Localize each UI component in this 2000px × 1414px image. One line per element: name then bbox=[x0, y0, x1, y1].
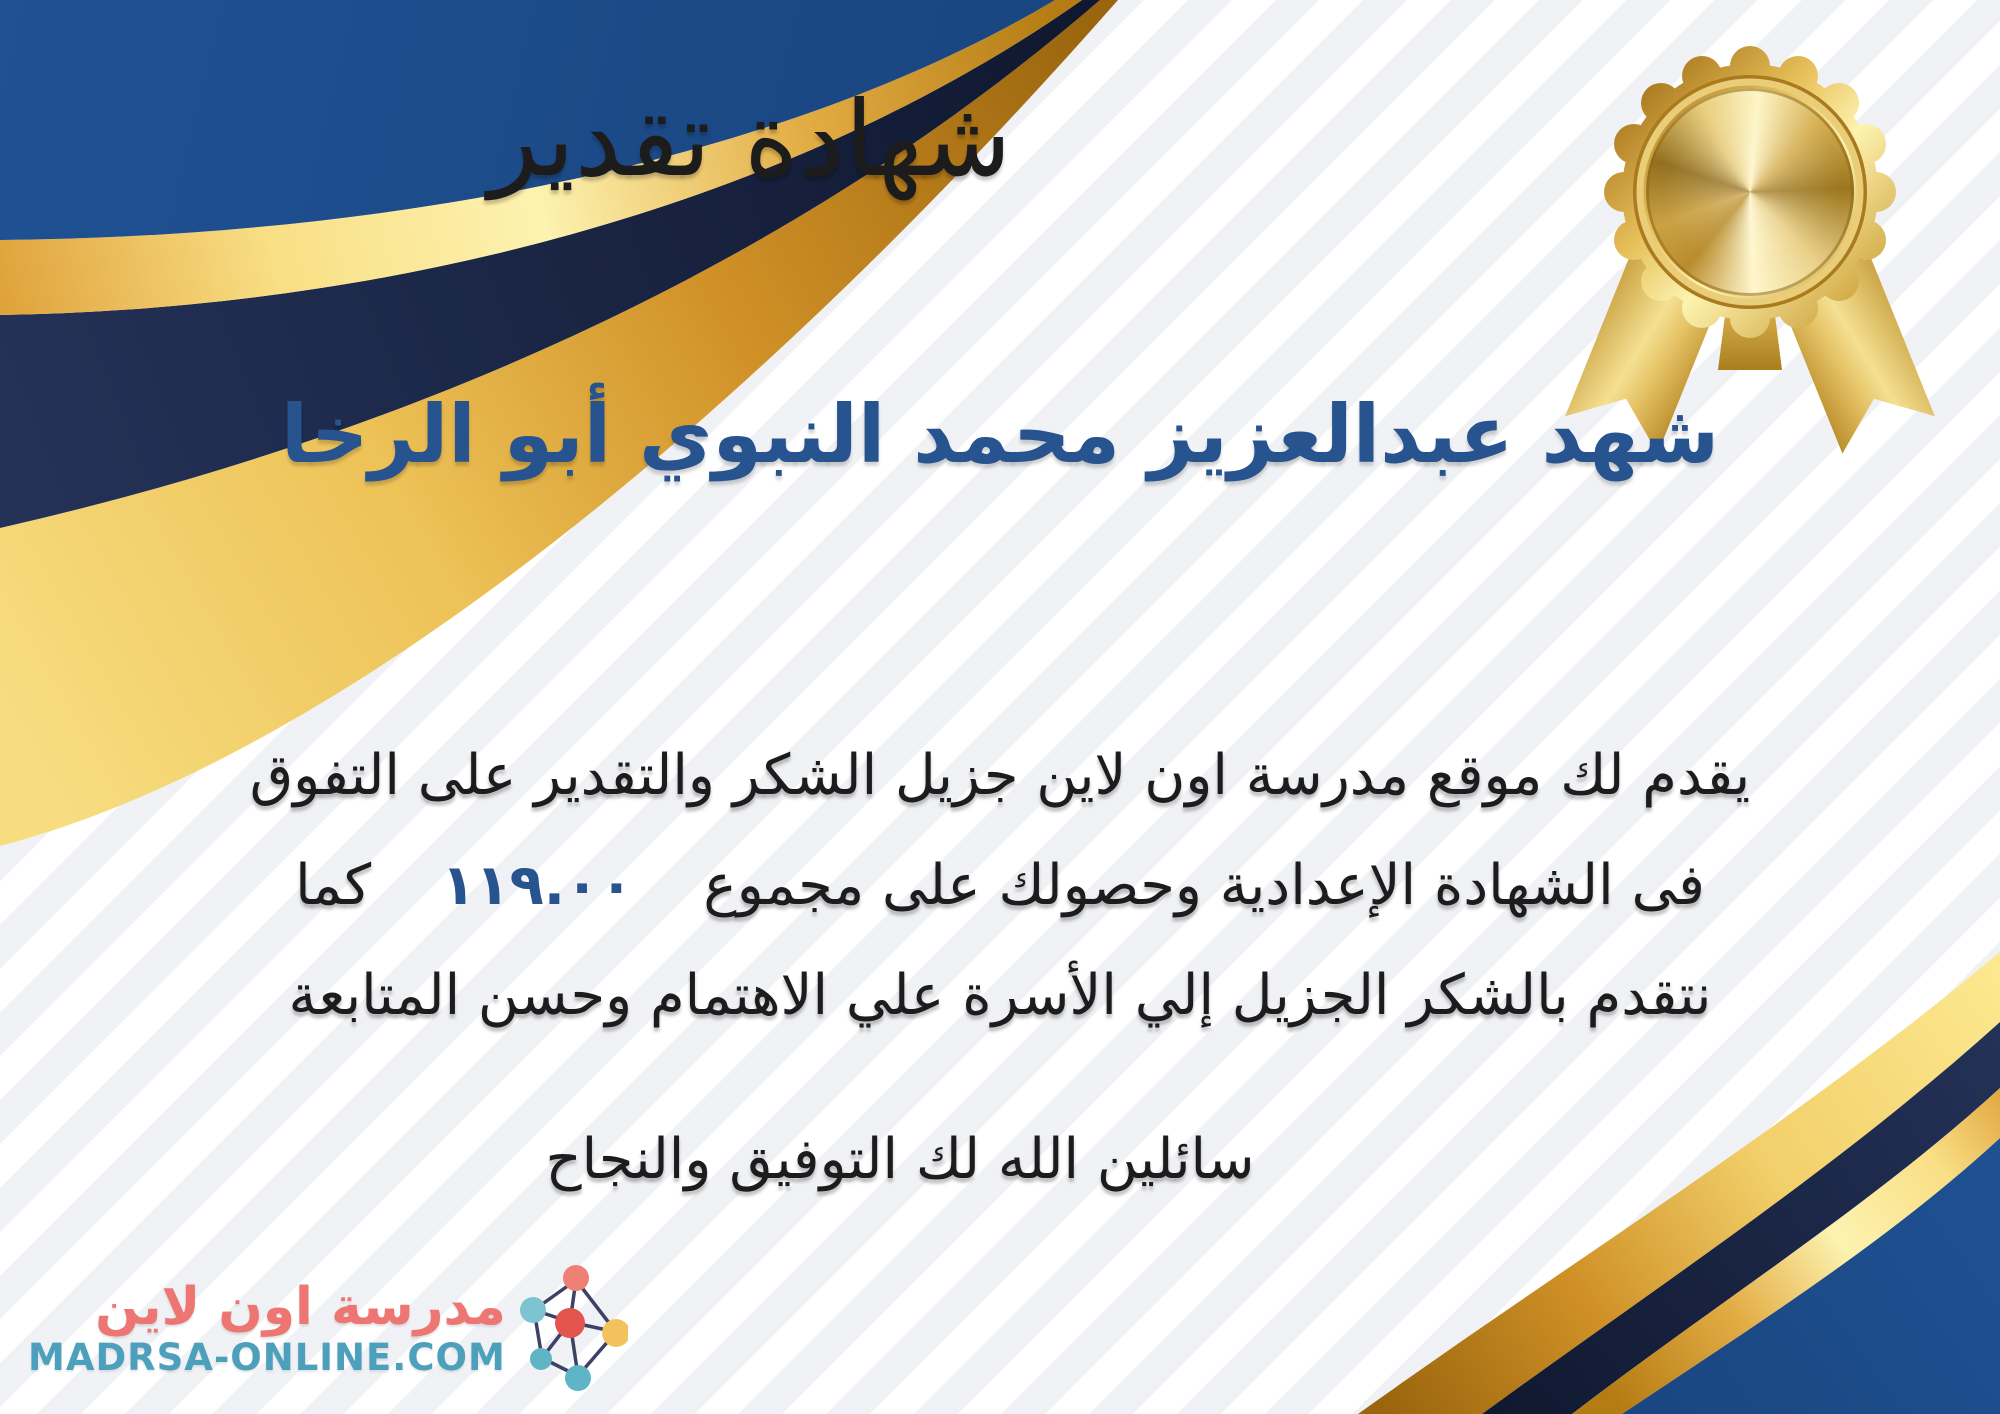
logo-network-icon bbox=[520, 1260, 628, 1396]
closing-line: سائلين الله لك التوفيق والنجاح bbox=[545, 1127, 1255, 1192]
body-line-1: يقدم لك موقع مدرسة اون لاين جزيل الشكر والتقدير على التفوق bbox=[249, 743, 1751, 808]
logo-text-block bbox=[28, 1278, 506, 1378]
body-line-3: نتقدم بالشكر الجزيل إلي الأسرة علي الاهتمام وحسن المتابعة bbox=[288, 963, 1712, 1028]
medal-face bbox=[1646, 88, 1854, 296]
score-value: ١١٩.٠٠ bbox=[441, 853, 634, 918]
logo-domain: MADRSA-ONLINE.COM bbox=[28, 1335, 506, 1379]
body-line-2-before: فى الشهادة الإعدادية وحصولك على مجموع bbox=[703, 853, 1705, 918]
logo-name-arabic: مدرسة اون لاين bbox=[95, 1276, 506, 1337]
body-line-2 bbox=[0, 853, 2000, 918]
student-name: شهد عبدالعزيز محمد النبوي أبو الرخا bbox=[280, 388, 1720, 481]
body-line-2-after: كما bbox=[295, 853, 372, 918]
certificate-title: شهادة تقدير bbox=[488, 78, 1012, 200]
site-logo bbox=[28, 1260, 628, 1396]
